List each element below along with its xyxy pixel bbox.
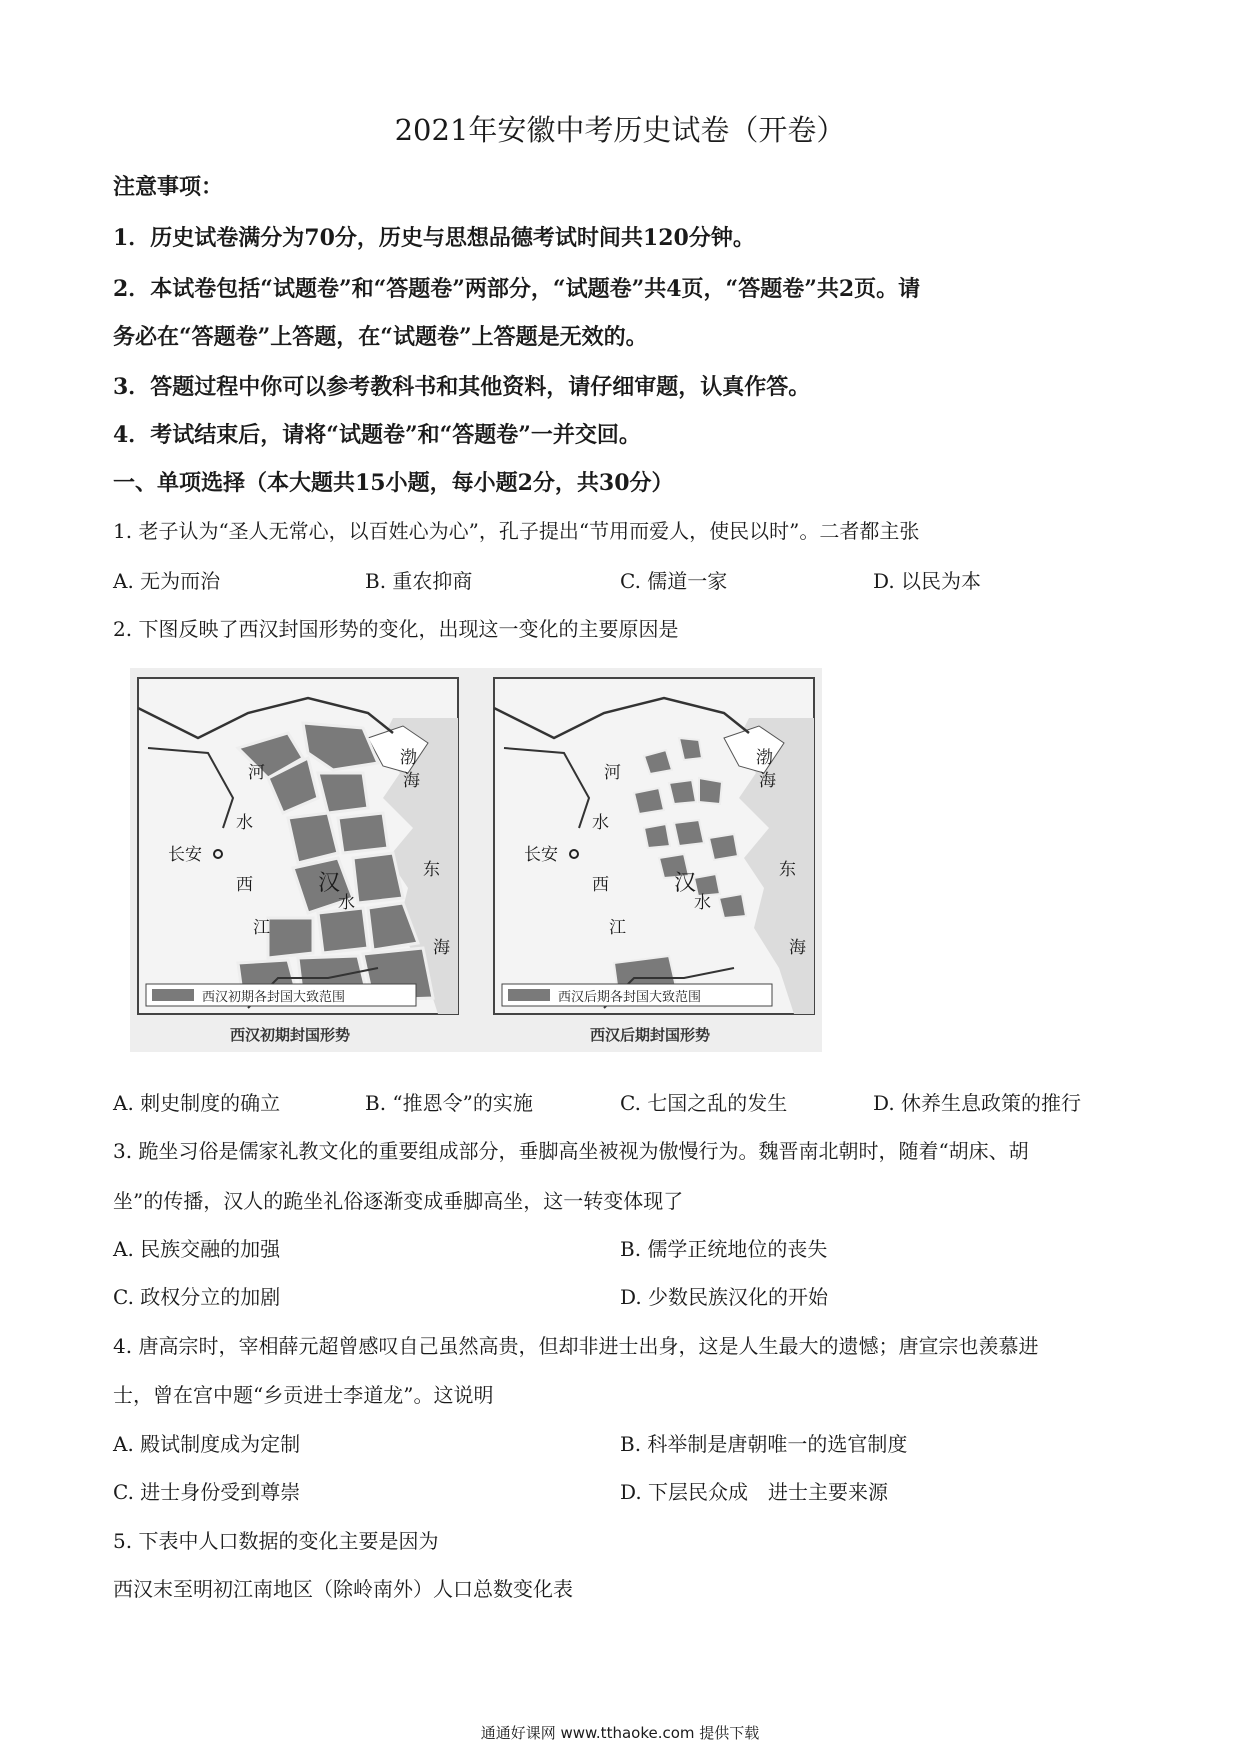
- question-4-stem-line-2: 士，曾在宫中题“乡贡进士李道龙”。这说明: [113, 1383, 494, 1407]
- map-left-han: 汉: [318, 871, 341, 896]
- map-right-xi: 西: [592, 875, 609, 895]
- map-west-han-early: [138, 678, 458, 1014]
- question-4-option-c: C. 进士身份受到尊崇: [113, 1480, 301, 1504]
- map-right-shui: 水: [592, 813, 609, 833]
- map-left-legend: 西汉初期各封国大致范围: [202, 990, 346, 1005]
- map-right-bohai: 海: [759, 771, 776, 791]
- map-right-legend: 西汉后期各封国大致范围: [558, 990, 702, 1005]
- question-1-option-a: A. 无为而治: [113, 569, 221, 593]
- question-5-table-title: 西汉末至明初江南地区（除岭南外）人口总数变化表: [113, 1577, 573, 1601]
- page-title: 2021年安徽中考历史试卷（开卷）: [394, 113, 846, 147]
- notice-item-2-line-1: 2．本试卷包括“试题卷”和“答题卷”两部分，“试题卷”共4页，“答题卷”共2页。请: [113, 276, 921, 302]
- notice-item-1: 1．历史试卷满分为70分，历史与思想品德考试时间共120分钟。: [113, 225, 755, 251]
- question-3-option-a: A. 民族交融的加强: [113, 1237, 281, 1261]
- map-right-shui-2: 水: [694, 893, 711, 913]
- map-right-he: 河: [604, 763, 621, 783]
- question-4-option-d: D. 下层民众成 进士主要来源: [620, 1480, 889, 1504]
- notice-item-2-line-2: 务必在“答题卷”上答题，在“试题卷”上答题是无效的。: [113, 324, 648, 350]
- question-2-option-a: A. 刺史制度的确立: [113, 1091, 281, 1115]
- map-right-hai: 海: [789, 938, 806, 958]
- map-right-dong: 东: [779, 860, 796, 880]
- map-right-changan: 长安: [524, 845, 558, 865]
- question-4-option-b: B. 科举制是唐朝唯一的选官制度: [620, 1432, 908, 1456]
- question-1-option-c: C. 儒道一家: [620, 569, 728, 593]
- question-2-option-b: B. “推恩令”的实施: [365, 1091, 533, 1115]
- map-left-hai: 海: [433, 938, 450, 958]
- map-right-caption: 西汉后期封国形势: [590, 1026, 711, 1044]
- question-4-stem-line-1: 4. 唐高宗时，宰相薛元超曾感叹自己虽然高贵，但却非进士出身，这是人生最大的遗憾；唐宣宗也羡慕进: [113, 1334, 1039, 1358]
- map-left-shui-2: 水: [338, 893, 355, 913]
- question-1-option-d: D. 以民为本: [873, 569, 982, 593]
- question-2-maps: [130, 668, 822, 1052]
- map-right-jiang: 江: [609, 918, 626, 938]
- map-left-changan: 长安: [168, 845, 202, 865]
- question-2-option-c: C. 七国之乱的发生: [620, 1091, 788, 1115]
- question-2-option-d: D. 休养生息政策的推行: [873, 1091, 1082, 1115]
- map-left-jiang: 江: [253, 918, 270, 938]
- map-right-han: 汉: [674, 871, 697, 896]
- map-left-bo: 渤: [400, 748, 417, 768]
- question-1-option-b: B. 重农抑商: [365, 569, 473, 593]
- map-left-dong: 东: [423, 860, 440, 880]
- map-left-xi: 西: [236, 875, 253, 895]
- map-left-shui: 水: [236, 813, 253, 833]
- question-3-stem-line-2: 坐”的传播，汉人的跪坐礼俗逐渐变成垂脚高坐，这一转变体现了: [113, 1189, 684, 1213]
- map-right-bo: 渤: [756, 748, 773, 768]
- footer-watermark: 通通好课网 www.tthaoke.com 提供下载: [480, 1724, 760, 1742]
- question-3-option-d: D. 少数民族汉化的开始: [620, 1285, 829, 1309]
- map-left-caption: 西汉初期封国形势: [230, 1026, 351, 1044]
- question-5-stem: 5. 下表中人口数据的变化主要是因为: [113, 1529, 439, 1553]
- question-3-option-b: B. 儒学正统地位的丧失: [620, 1237, 828, 1261]
- notice-item-4: 4．考试结束后，请将“试题卷”和“答题卷”一并交回。: [113, 422, 641, 448]
- map-left-bohai: 海: [403, 771, 420, 791]
- question-3-stem-line-1: 3. 跪坐习俗是儒家礼教文化的重要组成部分，垂脚高坐被视为傲慢行为。魏晋南北朝时，随着“胡床、胡: [113, 1139, 1029, 1163]
- question-4-option-a: A. 殿试制度成为定制: [113, 1432, 301, 1456]
- map-west-han-late: [494, 678, 814, 1014]
- question-2-stem: 2. 下图反映了西汉封国形势的变化，出现这一变化的主要原因是: [113, 617, 679, 641]
- notice-heading: 注意事项：: [113, 174, 224, 200]
- map-left-he: 河: [248, 763, 265, 783]
- question-1-stem: 1. 老子认为“圣人无常心，以百姓心为心”，孔子提出“节用而爱人，使民以时”。二者都主张: [113, 519, 920, 543]
- section-heading: 一、单项选择（本大题共15小题，每小题2分，共30分）: [113, 470, 674, 496]
- notice-item-3: 3．答题过程中你可以参考教科书和其他资料，请仔细审题，认真作答。: [113, 374, 811, 400]
- question-3-option-c: C. 政权分立的加剧: [113, 1285, 281, 1309]
